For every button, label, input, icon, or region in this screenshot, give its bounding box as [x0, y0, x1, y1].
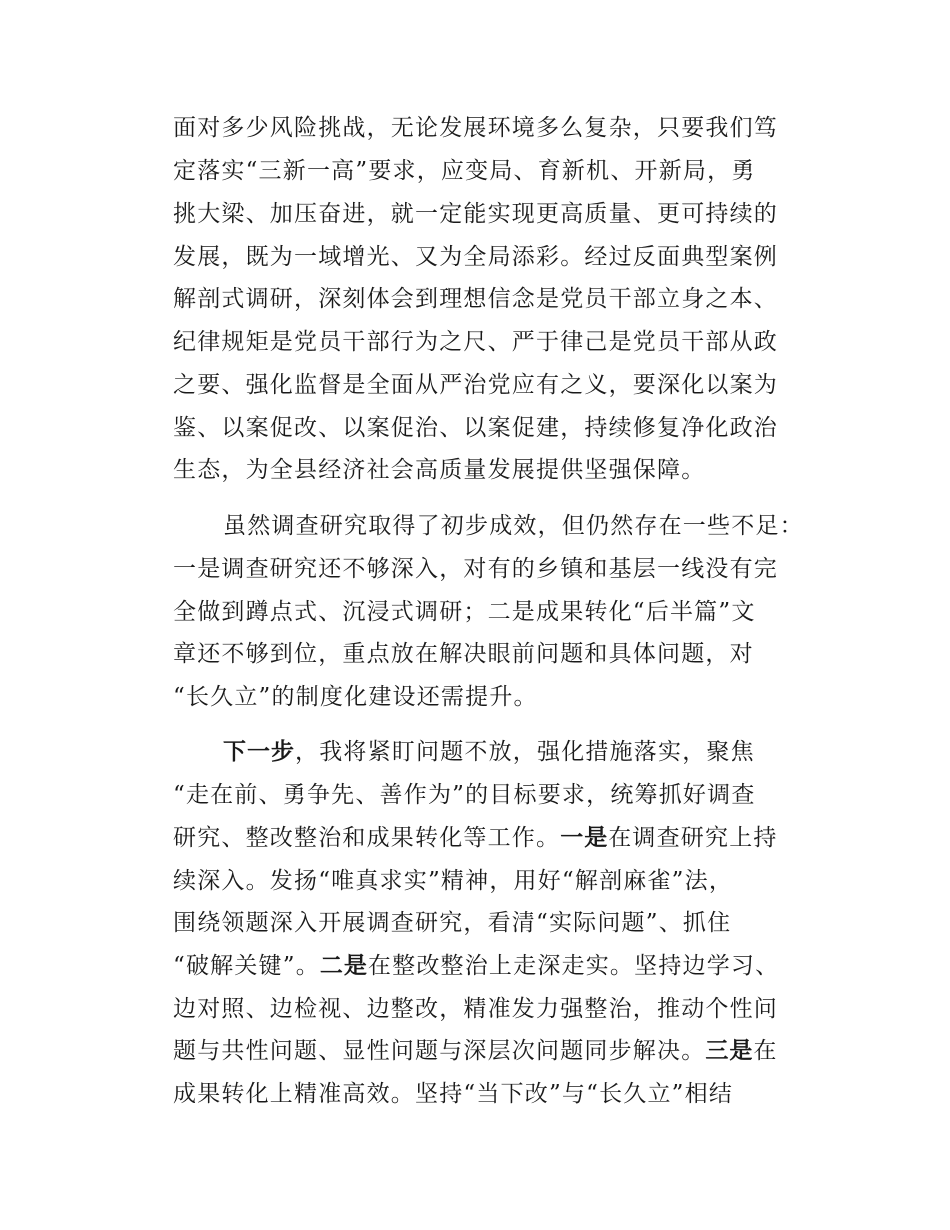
text-run: 章还不够到位，重点放在解决眼前问题和具体问题，对	[173, 641, 754, 667]
text-run: 解剖式调研，深刻体会到理想信念是党员干部立身之本、	[173, 286, 778, 312]
text-run: 在调查研究上持	[608, 825, 778, 851]
text-run: 全做到蹲点式、沉浸式调研；二是成果转化“后半篇”文	[173, 599, 756, 625]
text-run: ，我将紧盯问题不放，强化措施落实，聚焦	[295, 739, 755, 765]
paragraph-3-line-1	[223, 732, 863, 772]
text-run: 生态，为全县经济社会高质量发展提供坚强保障。	[173, 457, 706, 483]
text-run: 续深入。发扬“唯真求实”精神，用好“解剖麻雀”法，	[173, 868, 734, 894]
paragraph-2-line-3	[173, 592, 813, 632]
text-run: 定落实“三新一高”要求，应变局、育新机、开新局，勇	[173, 158, 756, 184]
text-run: 题与共性问题、显性问题与深层次问题同步解决。	[173, 1038, 706, 1064]
bold-lead-text: 二是	[319, 953, 368, 979]
paragraph-1-line-9	[173, 450, 813, 490]
paragraph-1-line-6	[173, 322, 813, 362]
paragraph-2-line-2	[173, 549, 813, 589]
paragraph-1-line-2	[173, 151, 813, 191]
paragraph-1-line-1	[173, 108, 813, 148]
paragraph-3-line-9	[173, 1074, 813, 1114]
bold-lead-text: 下一步	[223, 739, 295, 765]
text-run: 在	[753, 1038, 778, 1064]
text-run: 一是调查研究还不够深入，对有的乡镇和基层一线没有完	[173, 556, 778, 582]
paragraph-3-line-4	[173, 861, 813, 901]
text-run: “长久立”的制度化建设还需提升。	[173, 684, 538, 710]
paragraph-3-line-7	[173, 989, 813, 1029]
text-run: 纪律规矩是党员干部行为之尺、严于律己是党员干部从政	[173, 329, 778, 355]
text-run: 在整改整治上走深走实。坚持边学习、	[367, 953, 780, 979]
text-run: 鉴、以案促改、以案促治、以案促建，持续修复净化政治	[173, 415, 778, 441]
text-run: “破解关键”。	[173, 953, 320, 979]
paragraph-3-line-3	[173, 818, 813, 858]
paragraph-2-line-4	[173, 634, 813, 674]
text-run: 围绕领题深入开展调查研究，看清“实际问题”、抓住	[173, 910, 732, 936]
bold-lead-text: 一是	[560, 825, 609, 851]
text-run: 成果转化上精准高效。坚持“当下改”与“长久立”相结	[173, 1081, 734, 1107]
paragraph-1-line-7	[173, 365, 813, 405]
paragraph-3-line-5	[173, 903, 813, 943]
paragraph-1-line-5	[173, 279, 813, 319]
text-run: 研究、整改整治和成果转化等工作。	[173, 825, 561, 851]
paragraph-3-line-2	[173, 775, 813, 815]
text-run: 挑大梁、加压奋进，就一定能实现更高质量、更可持续的	[173, 201, 778, 227]
paragraph-2-line-5	[173, 677, 813, 717]
text-run: 发展，既为一域增光、又为全局添彩。经过反面典型案例	[173, 244, 778, 270]
text-run: “走在前、勇争先、善作为”的目标要求，统筹抓好调查	[173, 782, 756, 808]
paragraph-3-line-6	[173, 946, 813, 986]
paragraph-1-line-8	[173, 408, 813, 448]
text-run: 边对照、边检视、边整改，精准发力强整治，推动个性问	[173, 996, 778, 1022]
paragraph-1-line-3	[173, 194, 813, 234]
bold-lead-text: 三是	[705, 1038, 754, 1064]
paragraph-2-line-1	[223, 506, 863, 546]
paragraph-3-line-8	[173, 1031, 813, 1071]
text-run: 面对多少风险挑战，无论发展环境多么复杂，只要我们笃	[173, 115, 778, 141]
text-run: 虽然调查研究取得了初步成效，但仍然存在一些不足：	[223, 513, 804, 539]
paragraph-1-line-4	[173, 237, 813, 277]
text-run: 之要、强化监督是全面从严治党应有之义，要深化以案为	[173, 372, 778, 398]
